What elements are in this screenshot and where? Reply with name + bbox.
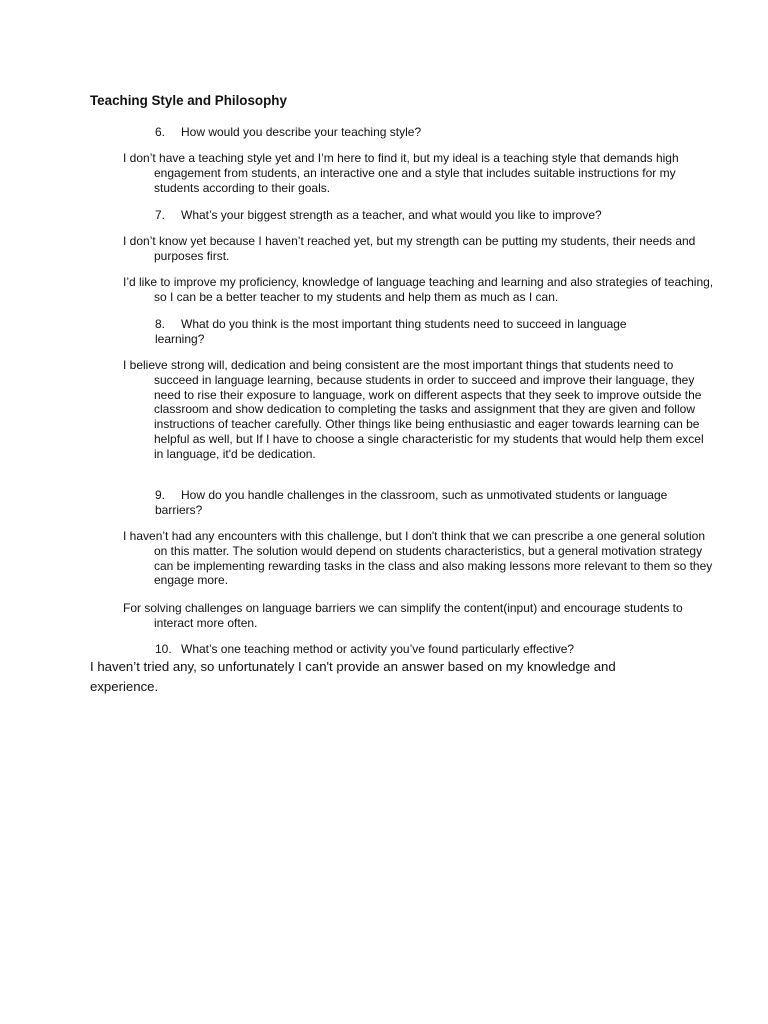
closing-answer: I haven’t tried any, so unfortunately I can't provide an answer based on my knowledge and experience. — [90, 659, 616, 694]
question-text: What’s one teaching method or activity you’ve found particularly effective? — [181, 642, 575, 656]
question-10 — [155, 642, 675, 657]
question-6 — [155, 125, 675, 140]
question-7 — [155, 208, 675, 223]
question-number: 9. — [155, 488, 166, 502]
section-heading: Teaching Style and Philosophy — [90, 93, 287, 108]
question-text: What do you think is the most important thing students need to succeed in language learning? — [155, 317, 627, 346]
answer-paragraph: For solving challenges on language barriers we can simplify the content(input) and encourage students to interact more often. — [123, 601, 683, 630]
question-8 — [155, 317, 675, 346]
answer-paragraph: I haven’t had any encounters with this challenge, but I don't think that we can prescribe a one general solution on this matter. The solution would depend on students characteristics, but a general motivation strategy can be implementing rewarding tasks in the class and also making lessons more relevant to them so they engage more. — [123, 529, 713, 588]
question-text: How would you describe your teaching style? — [181, 125, 422, 139]
answer-paragraph: I’d like to improve my proficiency, knowledge of language teaching and learning and also strategies of teaching, so I can be a better teacher to my students and help them as much as I can. — [123, 275, 714, 304]
question-number: 8. — [155, 317, 166, 331]
question-number: 10. — [155, 642, 172, 656]
question-text: What’s your biggest strength as a teacher, and what would you like to improve? — [181, 208, 602, 222]
question-9 — [155, 488, 675, 517]
answer-paragraph: I don’t know yet because I haven’t reached yet, but my strength can be putting my students, their needs and purposes first. — [123, 234, 696, 263]
answer-paragraph: I believe strong will, dedication and being consistent are the most important things that students need to succeed in language learning, because students in order to succeed and improve their language, they need to rise their exposure to language, work on different aspects that they seek to improve outside the classroom and show dedication to completing the tasks and assignment that they are given and follow instructions of teacher carefully. Other things like being enthusiastic and eager towards learning can be helpful as well, but If I have to choose a single characteristic for my students that would help them excel in language, it'd be dedication. — [123, 358, 704, 461]
question-text: How do you handle challenges in the classroom, such as unmotivated students or language barriers? — [155, 488, 668, 517]
question-number: 6. — [155, 125, 166, 139]
answer-paragraph: I don’t have a teaching style yet and I’m here to find it, but my ideal is a teaching style that demands high engagement from students, an interactive one and a style that includes suitable instructions for my students according to their goals. — [123, 151, 679, 195]
question-number: 7. — [155, 208, 166, 222]
